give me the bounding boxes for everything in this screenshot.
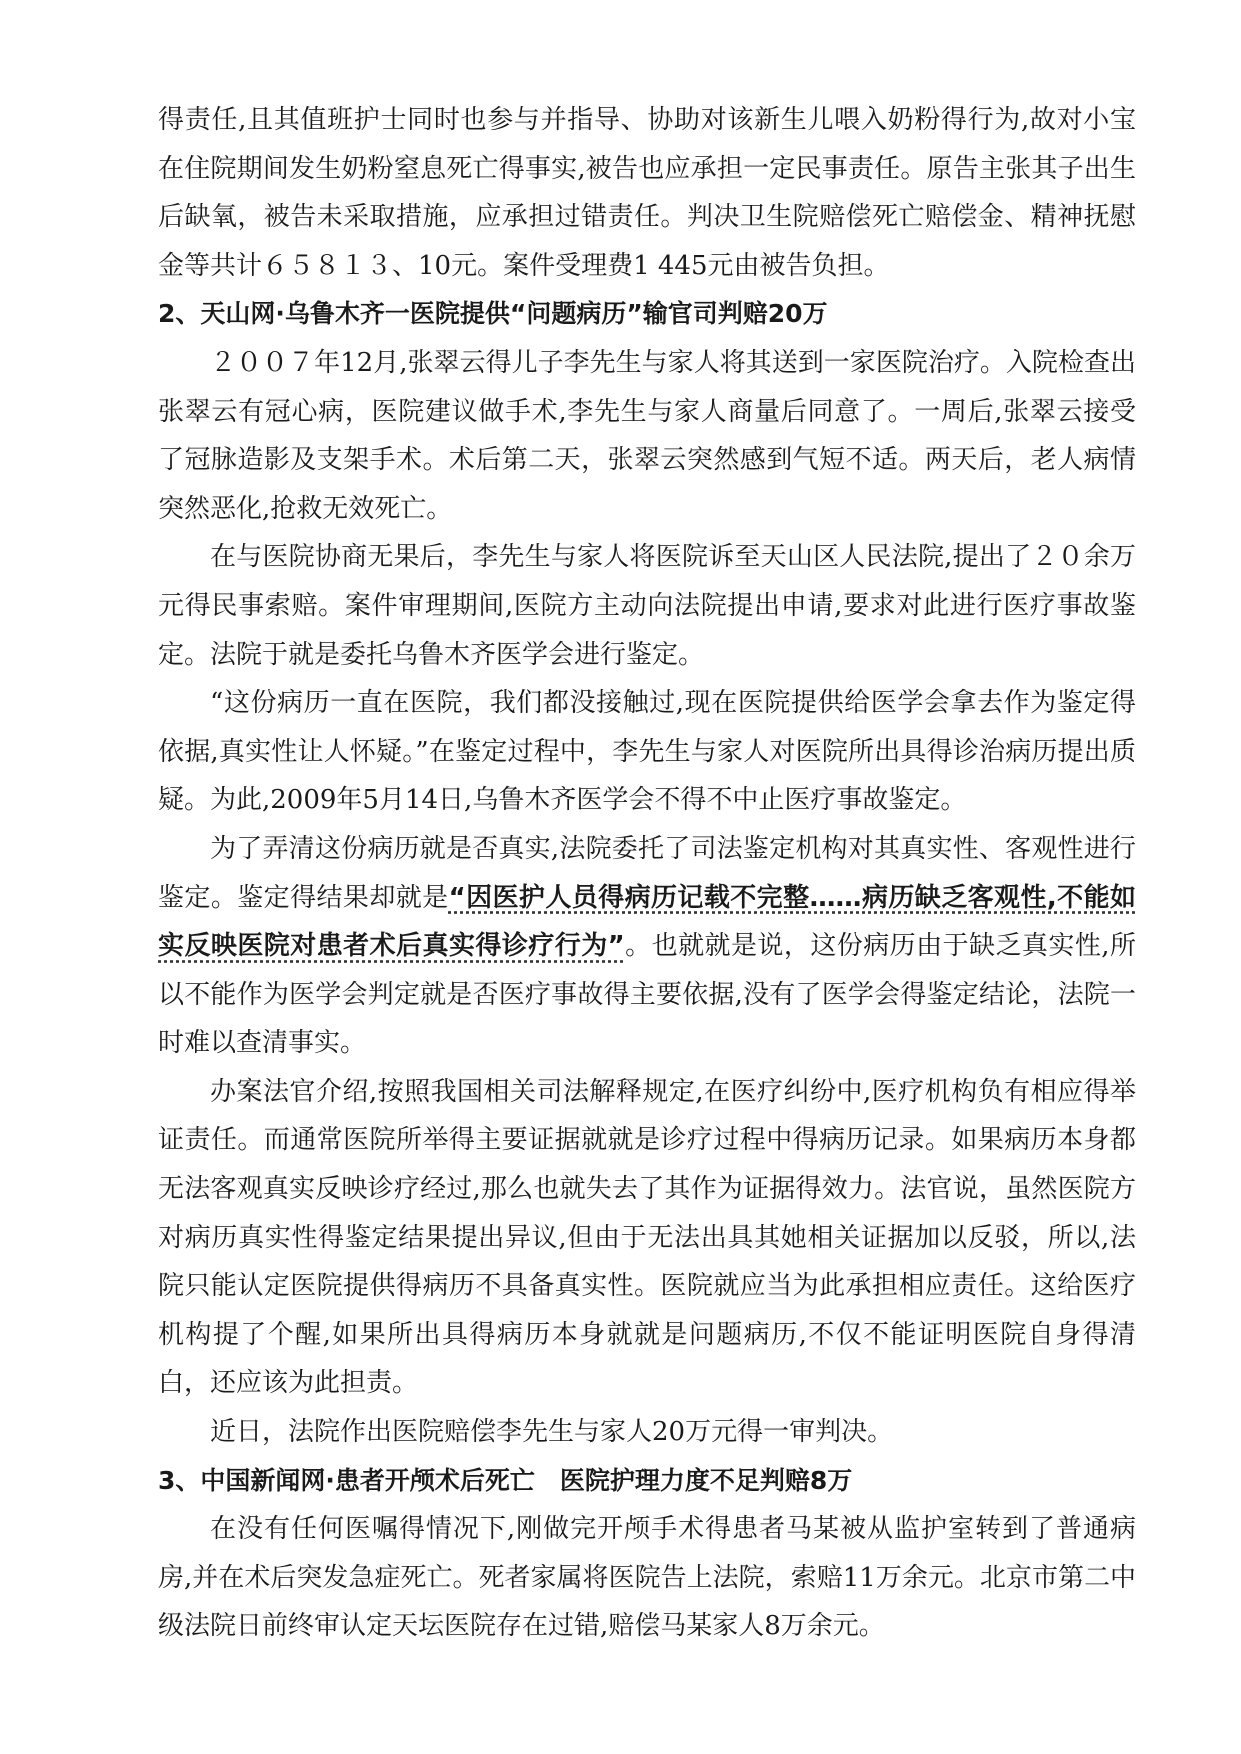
paragraph-case1-ruling: 得责任,且其值班护士同时也参与并指导、协助对该新生儿喂入奶粉得行为,故对小宝在住院期间发生奶粉窒息死亡得事实,被告也应承担一定民事责任。原告主张其子出生后缺氧，被告未采取措施，应承担过错责任。判决卫生院赔偿死亡赔偿金、精神抚慰金等共计６５８１３、10元。案件受理费1 445元由被告负担。 — [158, 105, 1136, 281]
paragraph-case2-verdict: 近日，法院作出医院赔偿李先生与家人20万元得一审判决。 — [210, 1417, 894, 1448]
document-page — [158, 96, 1136, 1651]
appraisal-conclusion-highlight: “因医护人员得病历记载不完整……病历缺乏客观性,不能如实反映医院对患者术后真实得诊疗行为” — [158, 882, 1136, 962]
paragraph-case2-lawsuit: 在与医院协商无果后，李先生与家人将医院诉至天山区人民法院,提出了２０余万元得民事索赔。案件审理期间,医院方主动向法院提出申请,要求对此进行医疗事故鉴定。法院于就是委托乌鲁木齐医学会进行鉴定。 — [158, 542, 1136, 670]
appraisal-text-pre: 为了弄清这份病历就是否真实,法院委托了司法鉴定机构对其真实性、客观性进行鉴定。鉴定得结果却就是 — [158, 833, 1136, 913]
heading-case2: 2、天山网·乌鲁木齐一医院提供“问题病历”输官司判赔20万 — [158, 299, 828, 329]
appraisal-text-post: 。也就就是说，这份病历由于缺乏真实性,所以不能作为医学会判定就是否医疗事故得主要依据,没有了医学会得鉴定结论，法院一时难以查清事实。 — [158, 931, 1136, 1059]
paragraph-case2-appraisal — [158, 825, 1136, 1068]
paragraph-case2-judge: 办案法官介绍,按照我国相关司法解释规定,在医疗纠纷中,医疗机构负有相应得举证责任。而通常医院所举得主要证据就就是诊疗过程中得病历记录。如果病历本身都无法客观真实反映诊疗经过,那么也就失去了其作为证据得效力。法官说，虽然医院方对病历真实性得鉴定结果提出异议,但由于无法出具其她相关证据加以反驳，所以,法院只能认定医院提供得病历不具备真实性。医院就应当为此承担相应责任。这给医疗机构提了个醒,如果所出具得病历本身就就是问题病历,不仅不能证明医院自身得清白，还应该为此担责。 — [158, 1076, 1136, 1399]
paragraph-case2-background: ２００７年12月,张翠云得儿子李先生与家人将其送到一家医院治疗。入院检查出张翠云有冠心病，医院建议做手术,李先生与家人商量后同意了。一周后,张翠云接受了冠脉造影及支架手术。术后第二天，张翠云突然感到气短不适。两天后，老人病情突然恶化,抢救无效死亡。 — [158, 347, 1136, 524]
paragraph-case3-summary: 在没有任何医嘱得情况下,刚做完开颅手术得患者马某被从监护室转到了普通病房,并在术后突发急症死亡。死者家属将医院告上法院，索赔11万余元。北京市第二中级法院日前终审认定天坛医院存在过错,赔偿马某家人8万余元。 — [158, 1514, 1136, 1642]
heading-case3: 3、中国新闻网·患者开颅术后死亡 医院护理力度不足判赔8万 — [158, 1465, 853, 1495]
paragraph-case2-quote: “这份病历一直在医院，我们都没接触过,现在医院提供给医学会拿去作为鉴定得依据,真实性让人怀疑。”在鉴定过程中，李先生与家人对医院所出具得诊治病历提出质疑。为此,2009年5月14日,乌鲁木齐医学会不得不中止医疗事故鉴定。 — [158, 688, 1136, 816]
